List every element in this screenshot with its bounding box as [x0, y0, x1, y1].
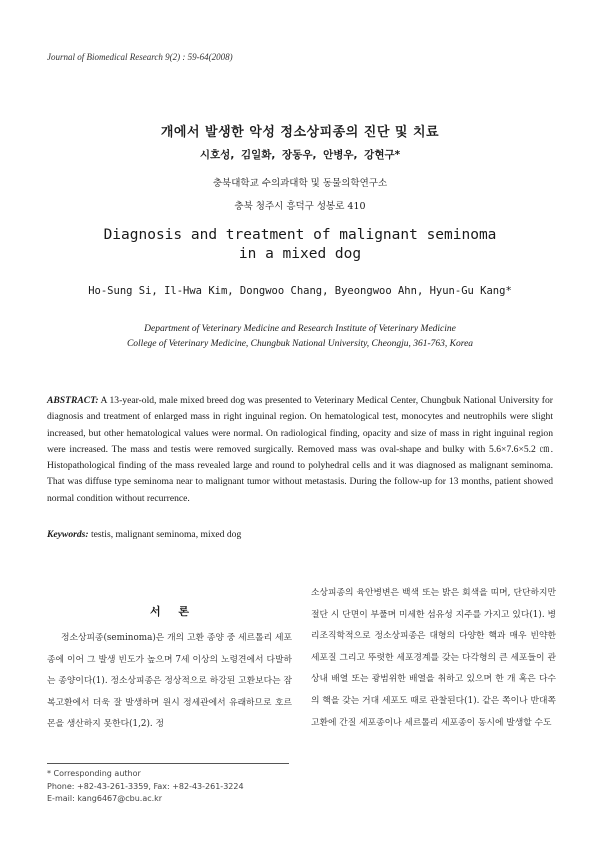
keywords-label: Keywords: [47, 529, 89, 540]
english-affiliation-line2: College of Veterinary Medicine, Chungbuk National University, Cheongju, 361-763, Korea [126, 339, 474, 349]
intro-right-column: 소상피종의 육안병변은 백색 또는 밝은 회색을 띠며, 단단하지만 절단 시 단면이 부풀며 미세한 섬유성 지주를 가지고 있다(1). 병리조직학적으로 정소상피종은 대형의 다양한 핵과 매우 빈약한 세포질 그리고 뚜렷한 세포경계를 갖는 다각형의 큰 세포들이 관상내 배열 또는 광범위한 배열을 취하고 있으며 한 개 혹은 다수의 핵을 갖는 거대 세포도 때로 관찰된다(1). 같은 쪽이나 반대쪽 고환에 간질 세포종이나 세르톨리 세포종이 동시에 발생할 수도 [311, 588, 556, 728]
abstract-label: ABSTRACT: [47, 395, 99, 406]
korean-authors: 시호성, 김일화, 장동우, 안병우, 강현구* [199, 149, 401, 161]
english-affiliation [0, 322, 600, 352]
abstract-text: A 13-year-old, male mixed breed dog was presented to Veterinary Medical Center, Chungbuk National University for diagnosis and treatment of enlarged mass in right inguinal region. On hematological test, monocytes and neutrophils were slight increased, but other hematological values were normal. On radiological finding, opacity and size of mass in right inguinal region were increased. The mass and testis were removed surgically. Removed mass was oval-shape and bulky with 5.6×7.6×5.2 ㎝. Histopathological finding of the mass revealed large and round to polyhedral cells and it was diagnosed as malignant seminoma. That was diffuse type seminoma near to malignant tumor without metastasis. During the follow-up for 13 months, patient showed normal condition without recurrence. [47, 395, 553, 504]
english-authors: Ho-Sung Si, Il-Hwa Kim, Dongwoo Chang, Byeongwoo Ahn, Hyun-Gu Kang* [88, 285, 512, 297]
keywords [47, 529, 241, 540]
section-heading-introduction: 서 론 [149, 605, 190, 618]
keywords-text: testis, malignant seminoma, mixed dog [88, 529, 242, 540]
english-title-line2: in a mixed dog [238, 246, 362, 262]
footnote-divider [47, 763, 289, 764]
footnote-corresponding: * Corresponding author [47, 769, 141, 778]
english-title [0, 226, 600, 264]
english-title-line1: Diagnosis and treatment of malignant seminoma [103, 227, 497, 243]
english-affiliation-line1: Department of Veterinary Medicine and Research Institute of Veterinary Medicine [144, 324, 456, 334]
korean-title: 개에서 발생한 악성 정소상피종의 진단 및 치료 [160, 125, 440, 140]
journal-citation: Journal of Biomedical Research 9(2) : 59-64(2008) [47, 52, 233, 62]
footnote [47, 768, 244, 806]
footnote-phone-fax: Phone: +82-43-261-3359, Fax: +82-43-261-3224 [47, 781, 244, 791]
korean-address: 충북 청주시 흥덕구 성봉로 410 [234, 201, 366, 212]
abstract [47, 393, 553, 507]
korean-affiliation: 충북대학교 수의과대학 및 동물의학연구소 [212, 178, 388, 189]
footnote-email: E-mail: kang6467@cbu.ac.kr [47, 794, 163, 803]
intro-left-column: 정소상피종(seminoma)은 개의 고환 종양 중 세르톨리 세포종에 이어 그 발생 빈도가 높으며 7세 이상의 노령견에서 다발하는 종양이다(1). 정소상피종은 정상적으로 하강된 고환보다는 잠복고환에서 더욱 잘 발생하며 원시 정세관에서 유래하므로 호르몬을 생산하지 못한다(1,2). 정 [47, 633, 292, 730]
